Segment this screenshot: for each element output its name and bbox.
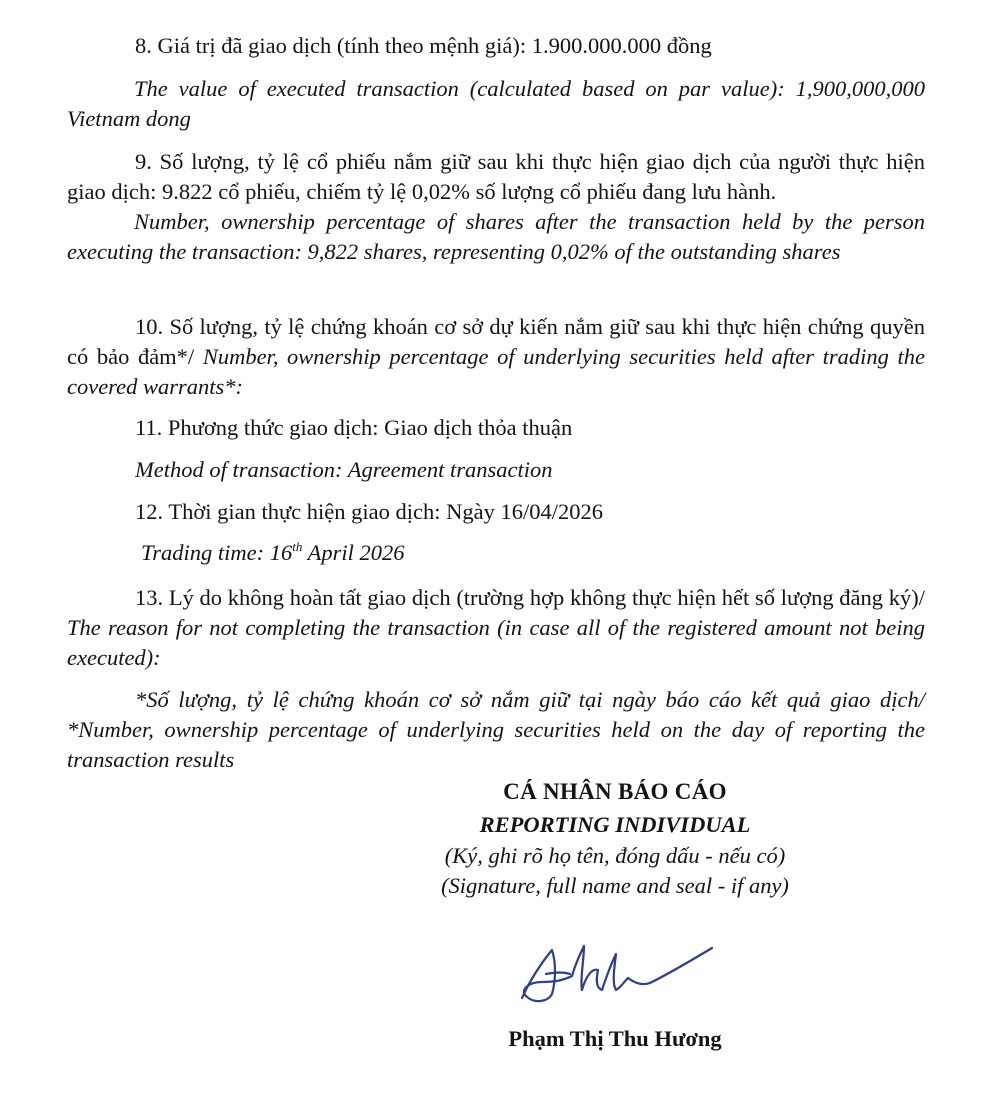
item-13-vi: 13. Lý do không hoàn tất giao dịch (trường hợp không thực hiện hết số lượng đăng ký)/ [135, 585, 925, 610]
item-9-vi: 9. Số lượng, tỷ lệ cổ phiếu nắm giữ sau khi thực hiện giao dịch của người thực hiện giao dịch: 9.822 cổ phiếu, chiếm tỷ lệ 0,02% số lượng cổ phiếu đang lưu hành. [67, 149, 925, 204]
item-13-en: The reason for not completing the transaction (in case all of the registered amount not being executed): [67, 615, 925, 670]
item-12-vi: 12. Thời gian thực hiện giao dịch: Ngày 16/04/2026 [135, 499, 603, 524]
item-10 [67, 312, 925, 402]
signature-title-vi: CÁ NHÂN BÁO CÁO [503, 779, 727, 804]
signature-note-vi: (Ký, ghi rõ họ tên, đóng dấu - nếu có) [444, 843, 786, 868]
signature-note-en: (Signature, full name and seal - if any) [441, 873, 789, 898]
item-10-vi: 10. Số lượng, tỷ lệ chứng khoán cơ sở dự kiến nắm giữ sau khi thực hiện chứng quyền có bảo đảm*/ [67, 314, 925, 369]
item-11-en: Method of transaction: Agreement transaction [135, 457, 553, 482]
item-10-en: Number, ownership percentage of underlying securities held after trading the covered warrants*: [67, 344, 926, 399]
item-8-vi: 8. Giá trị đã giao dịch (tính theo mệnh giá): 1.900.000.000 đồng [135, 33, 712, 58]
ordinal-suffix: th [292, 539, 303, 554]
handwritten-signature [512, 932, 722, 1012]
signer-name: Phạm Thị Thu Hương [508, 1026, 722, 1051]
item-11-vi: 11. Phương thức giao dịch: Giao dịch thỏa thuận [135, 415, 573, 440]
item-8-en: The value of executed transaction (calculated based on par value): 1,900,000,000 Vietnam dong [67, 76, 925, 131]
signature-title-en: REPORTING INDIVIDUAL [479, 812, 751, 837]
item-13 [67, 583, 925, 673]
footnote: *Số lượng, tỷ lệ chứng khoán cơ sở nắm giữ tại ngày báo cáo kết quả giao dịch/ *Number, ownership percentage of underlying securities held on the day of reporting the transaction results [67, 687, 925, 772]
item-9-en: Number, ownership percentage of shares after the transaction held by the person executing the transaction: 9,822 shares, representing 0,02% of the outstanding shares [67, 209, 925, 264]
item-12-en: Trading time: 16th April 2026 [141, 539, 405, 565]
